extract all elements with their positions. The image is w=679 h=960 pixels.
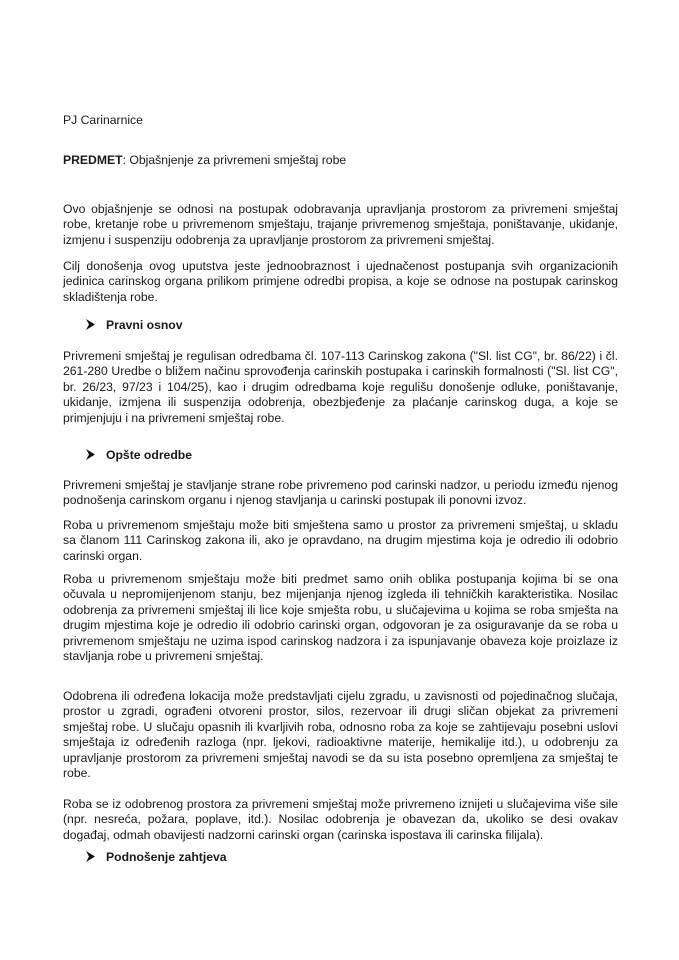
subject-separator: :	[122, 153, 130, 167]
subject-label: PREDMET	[63, 153, 123, 167]
section-paragraph: Roba u privremenom smještaju može biti smještena samo u prostor za privremeni smještaj, u skladu sa članom 111 Carinskog zakona ili, ako je opravdano, na drugim mjestima koja je odredio ili odobrio carinski organ.	[63, 518, 618, 563]
intro-paragraph-2: Cilj donošenja ovog uputstva jeste jednoobraznost i ujednačenost postupanja svih organizacionih jedinica carinskog organa prilikom primjene odredbi propisa, a koje se odnose na postupak carinskog skladištenja robe.	[63, 259, 618, 304]
section-heading-opste-odredbe	[86, 448, 192, 463]
section-paragraph: Privremeni smještaj je regulisan odredbama čl. 107-113 Carinskog zakona ("Sl. list CG", br. 86/22) i čl. 261-280 Uredbe o bližem načinu sprovođenja carinskih postupaka i carinskih formalnosti ("Sl. list CG", br. 26/23, 97/23 i 104/25), kao i drugim odredbama koje regulišu donošenje odluke, poništavanje, ukidanje, izmjena ili suspenzija odobrenja, obezbjeđenje za plaćanje carinskog duga, a koje se primjenjuju i na privremeni smještaj robe.	[63, 349, 618, 425]
section-paragraph: Privremeni smještaj je stavljanje strane robe privremeno pod carinski nadzor, u periodu između njenog podnošenja carinskom organu i njenog stavljanja u carinski postupak ili ponovni izvoz.	[63, 478, 618, 508]
section-heading-pravni-osnov	[86, 318, 183, 333]
section-heading-podnosenje-zahtjeva	[86, 850, 227, 865]
subject-line	[63, 153, 618, 168]
section-paragraph: Roba se iz odobrenog prostora za privremeni smještaj može privremeno iznijeti u slučajevima više sile (npr. nesreća, požara, poplave, itd.). Nosilac odobrenja je obavezan da, ukoliko se desi ovakav događaj, odmah obavijesti nadzorni carinski organ (carinska ispostava ili carinska filijala).	[63, 797, 618, 842]
section-paragraph: Odobrena ili određena lokacija može predstavljati cijelu zgradu, u zavisnosti od pojedinačnog slučaja, prostor u zgradi, ograđeni otvoreni prostor, silos, rezervoar ili drugi sličan objekat za privremeni smještaj robe. U slučaju opasnih ili kvarljivih roba, odnosno roba za koje se zahtijevaju posebni uslovi smještaja iz određenih razloga (npr. ljekovi, radioaktivne materije, hemikalije itd.), u odobrenju za upravljanje prostorom za privremeni smještaj navodi se da su ista posebno opremljena za smještaj te robe.	[63, 689, 618, 781]
intro-paragraph-1: Ovo objašnjenje se odnosi na postupak odobravanja upravljanja prostorom za privremeni smještaj robe, kretanje robe u privremenom smještaju, trajanje privremenog smještaja, poništavanje, ukidanje, izmjenu i suspenziju odobrenja za upravljanje prostorom za privremeni smještaj.	[63, 202, 618, 247]
section-heading-text: Opšte odredbe	[106, 448, 193, 462]
section-heading-text: Podnošenje zahtjeva	[106, 850, 227, 864]
arrowhead-bullet-icon	[86, 850, 106, 865]
arrowhead-bullet-icon	[86, 318, 106, 333]
subject-text: Objašnjenje za privremeni smještaj robe	[129, 153, 347, 167]
organization-unit: PJ Carinarnice	[63, 113, 143, 127]
section-paragraph: Roba u privremenom smještaju može biti predmet samo onih oblika postupanja kojima bi se ona očuvala u nepromijenjenom stanju, bez mijenjanja njenog izgleda ili tehničkih karakteristika. Nosilac odobrenja za privremeni smještaj ili lice koje smješta robu, u slučajevima u kojima se roba smješta na drugim mjestima koje je odredio ili odobrio carinski organ, odgovoran je za osiguravanje da se roba u privremenom smještaju ne uzima ispod carinskog nadzora i za ispunjavanje obaveza koje proizlaze iz stavljanja robe u privremeni smještaj.	[63, 572, 618, 664]
section-heading-text: Pravni osnov	[106, 318, 183, 332]
arrowhead-bullet-icon	[86, 448, 106, 463]
